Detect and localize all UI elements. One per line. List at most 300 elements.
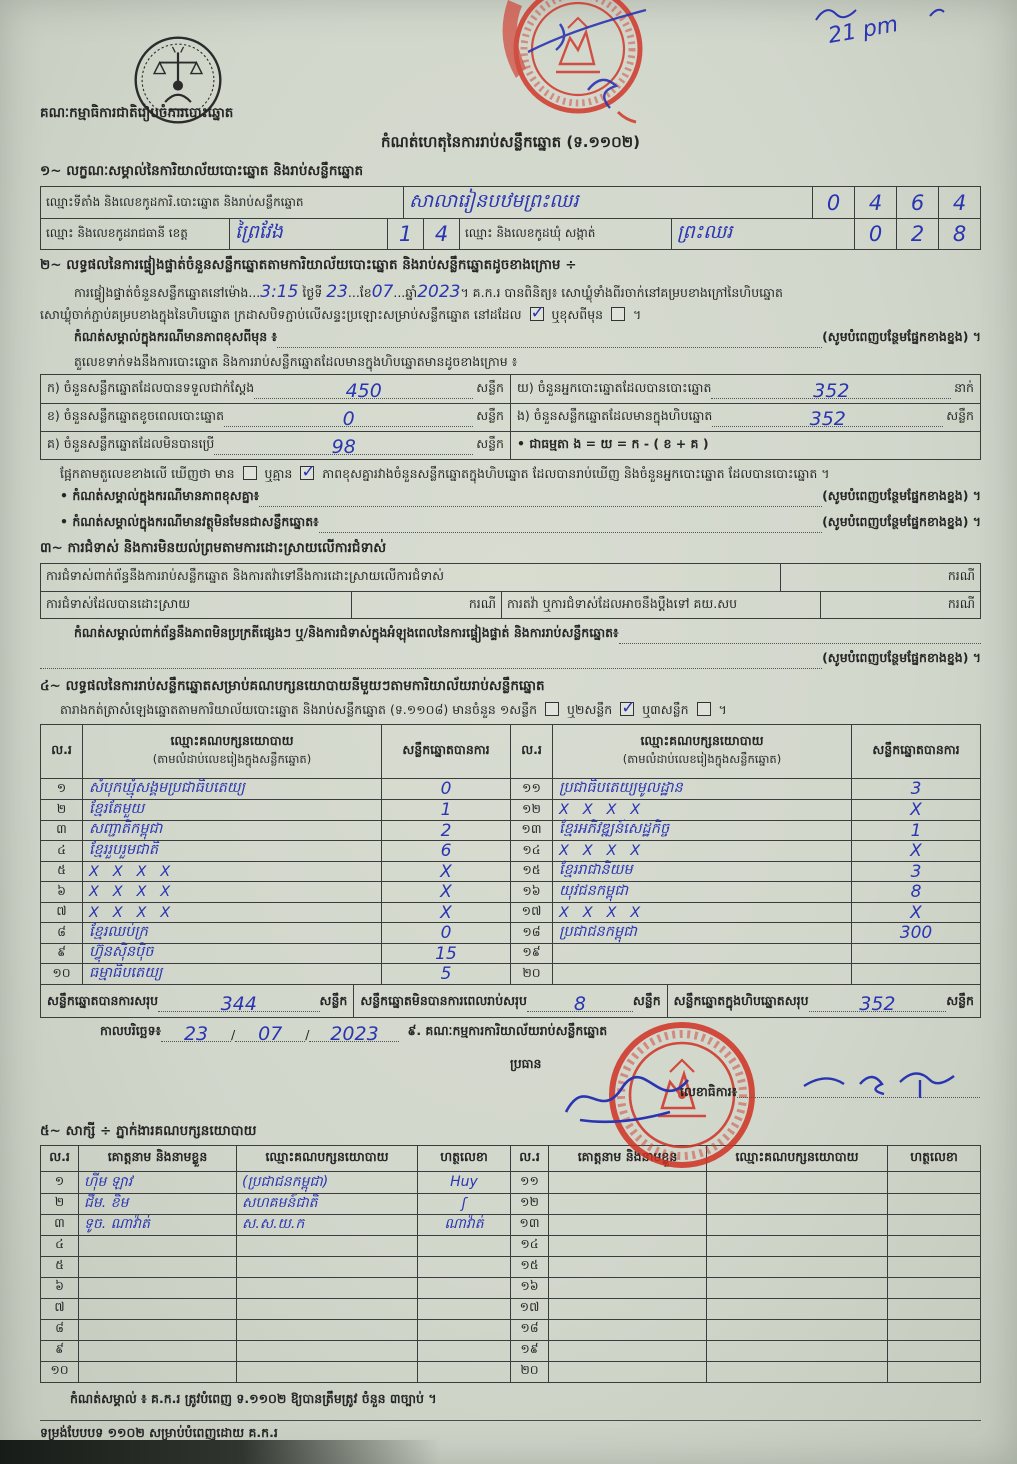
dotted-line — [214, 436, 473, 459]
footer-note: កំណត់សម្គាល់ ៖ គ.ក.រ ត្រូវបំពេញ ទ.១១០២ ឱ្យបានត្រឹមត្រូវ ចំនួន ៣ច្បាប់ ។ — [70, 1390, 437, 1406]
dotted-line — [619, 630, 981, 644]
para-text: ការផ្ទៀងផ្ទាត់ចំនួនសន្លឹកឆ្នោតនៅម៉ោង... — [74, 285, 261, 300]
para-text: ។ — [718, 702, 727, 718]
col-party-header: ឈ្មោះគណបក្សនយោបាយ — [707, 1146, 888, 1171]
witness-row — [41, 1214, 510, 1235]
note-label: • កំណត់សម្គាល់ក្នុងករណីមានវត្ថុមិនមែនជាសន្លឹកឆ្នោត៖ — [60, 514, 319, 530]
witness-row — [511, 1193, 980, 1214]
witness-row — [511, 1361, 980, 1382]
witness-row — [41, 1340, 510, 1361]
para-text: ឬខុសពីមុន — [551, 307, 604, 323]
unit-label: សន្លឹក — [476, 408, 504, 424]
count-label: យ) ចំនួនអ្នកបោះឆ្នោតដែលបានបោះឆ្នោត — [517, 380, 712, 396]
dotted-line — [259, 493, 822, 507]
dotted-line — [158, 992, 319, 1015]
party-row — [41, 861, 510, 882]
witness-number: ៧ — [41, 1299, 79, 1319]
party-number: ១ — [41, 779, 83, 800]
witness-row — [511, 1214, 980, 1235]
party-votes: 300 — [899, 923, 933, 944]
witness-party: (ប្រជាជនកម្ពុជា) — [242, 1173, 329, 1190]
para-text: ...ខែ — [347, 285, 372, 300]
form-header — [40, 6, 981, 156]
unit-label: សន្លឹក — [476, 436, 504, 452]
col-name-header: គោត្តនាម និងនាមខ្លួន — [79, 1146, 237, 1171]
witness-name: ហ៊ីម ឡាវ — [84, 1173, 133, 1190]
date-day-value: 23 — [183, 1022, 209, 1045]
dotted-line — [527, 992, 633, 1015]
witness-row — [41, 1361, 510, 1382]
witness-number: ១២ — [511, 1194, 549, 1214]
witness-row — [511, 1172, 980, 1193]
party-number: ៩ — [41, 944, 83, 964]
totals-bar — [40, 984, 981, 1018]
witness-rows-right — [511, 1172, 980, 1382]
unit-label: សន្លឹក — [946, 992, 974, 1008]
party-row — [511, 861, 980, 882]
witness-number: ៣ — [41, 1215, 79, 1235]
check-mark-icon: ✓ — [621, 698, 636, 719]
count-a-value: 450 — [345, 380, 382, 403]
party-row — [511, 963, 980, 984]
party-name: X X X X — [89, 863, 171, 880]
dotted-line — [809, 992, 947, 1015]
province-code-boxes — [387, 219, 459, 249]
resolved-label: ការជំទាស់ដែលបានដោះស្រាយ — [46, 595, 191, 611]
col-signature-header: ហត្ថលេខា — [910, 1148, 958, 1164]
party-votes: 6 — [440, 841, 452, 862]
para-text: ។ គ.ក.រ បានពិនិត្យ៖ សោឃ្លុំទាំងពីរចាក់នៅគម្របខាងក្រៅនៃហិបឆ្នោត — [460, 285, 783, 300]
dotted-line — [277, 334, 822, 348]
seal-different-checkbox — [611, 307, 625, 321]
two-sheet-checkbox — [620, 698, 636, 719]
witness-table — [40, 1145, 981, 1383]
witness-signature: ណាវ៉ាត់ — [444, 1216, 484, 1233]
note-label: កំណត់សម្គាល់ក្នុងករណីមានភាពខុសពីមុន ៖ — [74, 328, 278, 344]
check-mark-icon: ✓ — [530, 303, 545, 324]
dotted-line — [224, 408, 473, 431]
code-digit: 8 — [938, 219, 980, 249]
verification-day-value: 23 — [326, 282, 348, 302]
witness-row — [511, 1298, 980, 1319]
dotted-line — [161, 1022, 231, 1045]
party-rows-right — [511, 779, 980, 984]
section3-heading: ៣~ ការជំទាស់ និងការមិនយល់ព្រមតាមការដោះស្រាយលើការជំទាស់ — [40, 540, 387, 557]
page-title: កំណត់ហេតុនៃការរាប់សន្លឹកឆ្នោត (ទ.១១០២) — [380, 133, 640, 151]
code-digit: 4 — [423, 219, 459, 249]
para-text: ឬ៣សន្លឹក — [642, 702, 689, 718]
seal-status-line — [40, 305, 981, 324]
witness-number: ១៤ — [511, 1236, 549, 1256]
total-invalid-cell — [353, 985, 666, 1017]
col-votes-header: សន្លឹកឆ្នោតបានការ — [402, 741, 490, 757]
party-name: សំបុកឃ្មុំសង្គមប្រជាធិបតេយ្យ — [89, 779, 245, 796]
witness-row — [41, 1172, 510, 1193]
check-mark-icon: ✓ — [301, 462, 316, 483]
count-formula-row — [511, 431, 980, 459]
party-number: ១២ — [511, 800, 553, 820]
witness-number: ១៣ — [511, 1215, 549, 1235]
party-number: ១៨ — [511, 923, 553, 943]
party-number: ២០ — [511, 964, 553, 984]
witness-number: ១៥ — [511, 1257, 549, 1277]
party-row — [41, 943, 510, 964]
count-row-ng — [511, 403, 980, 431]
province-name-value: ព្រៃវែង — [229, 219, 387, 249]
party-number: ១៤ — [511, 841, 553, 861]
party-name: X X X X — [89, 884, 171, 901]
unit-label: សន្លឹក — [319, 992, 348, 1008]
code-digit: 6 — [896, 187, 938, 218]
section2-heading: ២~ លទ្ធផលនៃការផ្ទៀងផ្ទាត់ចំនួនសន្លឹកឆ្នោតតាមការិយាល័យបោះឆ្នោត និងរាប់សន្លឹកឆ្នោតដូចខាងក្រោម ÷ — [40, 257, 577, 273]
party-votes: X — [440, 882, 452, 903]
party-number: ៤ — [41, 841, 83, 861]
party-row — [41, 779, 510, 800]
party-votes: 8 — [910, 882, 922, 903]
witness-party: ស.ស.យ.ក — [242, 1216, 305, 1233]
party-votes: 1 — [910, 820, 922, 841]
objections-table — [40, 563, 981, 619]
col-votes-header: សន្លឹកឆ្នោតបានការ — [872, 741, 960, 757]
count-y-value: 352 — [813, 380, 850, 403]
dotted-line — [254, 380, 473, 403]
party-number: ១៩ — [511, 944, 553, 964]
witness-row — [511, 1340, 980, 1361]
party-name: X X X X — [559, 843, 641, 860]
secretary-signature — [800, 1064, 980, 1107]
party-votes: X — [910, 841, 922, 862]
witness-row — [511, 1277, 980, 1298]
col-party-subheader: (តាមលំដាប់លេខរៀងក្នុងសន្លឹកឆ្នោត) — [622, 752, 782, 767]
col-party-subheader: (តាមលំដាប់លេខរៀងក្នុងសន្លឹកឆ្នោត) — [152, 752, 312, 767]
party-row — [511, 799, 980, 820]
col-signature-header: ហត្ថលេខា — [440, 1148, 488, 1164]
note-suffix: (សូមបំពេញបន្ថែមផ្នែកខាងខ្នង) ។ — [822, 488, 981, 504]
witness-name: ទូច. ណាវ៉ាត់ — [84, 1216, 150, 1233]
total-inbox-value: 352 — [859, 992, 896, 1015]
station-code-boxes — [812, 187, 980, 218]
para-text: ...ឆ្នាំ — [393, 285, 418, 300]
party-number: ៣ — [41, 821, 83, 841]
committee-label: ៩. គណៈកម្មការការិយាល័យរាប់សន្លឹកឆ្នោត — [407, 1022, 608, 1038]
witness-number: ៤ — [41, 1236, 79, 1256]
section1-heading: ១~ លក្ខណៈសម្គាល់នៃការិយាល័យបោះឆ្នោត និងរាប់សន្លឹកឆ្នោត — [40, 163, 364, 179]
witness-row — [41, 1298, 510, 1319]
resolved-unit: ករណី — [351, 592, 501, 618]
para-text: ផ្អែកតាមតួលេខខាងលើ ឃើញថា មាន — [60, 466, 235, 482]
difference-yes-checkbox — [243, 466, 257, 480]
party-votes: X — [440, 902, 452, 923]
three-sheet-checkbox — [697, 702, 711, 716]
verification-paragraph — [40, 279, 981, 305]
witness-number: ១១ — [511, 1172, 549, 1193]
dotted-line — [319, 519, 822, 533]
witness-number: ៦ — [41, 1278, 79, 1298]
section4-heading: ៤~ លទ្ធផលនៃការរាប់សន្លឹកឆ្នោតសម្រាប់គណបក្សនយោបាយនីមួយៗតាមការិយាល័យរាប់សន្លឹកឆ្នោត — [40, 678, 545, 695]
difference-note-line — [40, 488, 981, 507]
party-row — [511, 840, 980, 861]
witness-number: ២០ — [511, 1362, 549, 1382]
party-votes: 0 — [440, 779, 452, 800]
code-digit: 4 — [854, 187, 896, 218]
total-invalid-label: សន្លឹកឆ្នោតមិនបានការពេលរាប់សរុប — [360, 992, 527, 1008]
org-name: គណៈកម្មាធិការជាតិរៀបចំការបោះឆ្នោត — [40, 105, 234, 121]
witness-row — [511, 1235, 980, 1256]
unit-label: សន្លឹក — [632, 992, 661, 1008]
party-votes: X — [440, 861, 452, 882]
party-votes: 3 — [910, 861, 922, 882]
formula-text: • ជាធម្មតា ង = យ = ក - ( ខ + គ ) — [517, 436, 709, 452]
party-votes: 0 — [440, 923, 452, 944]
note-suffix: (សូមបំពេញបន្ថែមផ្នែកខាងខ្នង) ។ — [822, 650, 981, 666]
para-text: ។ — [633, 307, 642, 323]
witness-name: ជីម. ខិម — [84, 1195, 129, 1212]
witness-row — [41, 1319, 510, 1340]
party-number: ៦ — [41, 882, 83, 902]
foreign-object-note-line — [40, 514, 981, 533]
secretary-label: លេខាធិការ៖ — [680, 1083, 738, 1099]
col-name-header: គោត្តនាម និងនាមខ្លួន — [549, 1146, 707, 1171]
witness-number: ៥ — [41, 1257, 79, 1277]
commune-code-boxes — [854, 219, 980, 249]
objection-row1-unit: ករណី — [780, 564, 980, 591]
signature-area — [40, 1042, 981, 1148]
commune-label: ឈ្មោះ និងលេខកូដឃុំ សង្កាត់ — [459, 219, 671, 249]
party-name: យុវជនកម្ពុជា — [559, 882, 629, 899]
divider — [40, 1420, 981, 1421]
col-no-header: ល.រ — [511, 725, 553, 778]
dotted-line — [712, 408, 943, 431]
total-valid-cell — [41, 985, 353, 1017]
party-row — [41, 922, 510, 943]
witness-table-header — [41, 1146, 510, 1172]
party-row — [41, 799, 510, 820]
party-row — [41, 840, 510, 861]
col-no-header: ល.រ — [41, 1146, 79, 1171]
party-row — [511, 820, 980, 841]
abnormality-note-line — [40, 329, 981, 348]
province-label: ឈ្មោះ និងលេខកូដរាជធានី ខេត្ត — [46, 226, 188, 240]
party-name: ខ្មែររួបរួមជាតិ — [89, 841, 159, 858]
party-number: ៨ — [41, 923, 83, 943]
red-stamp-icon — [468, 0, 668, 147]
ballot-count-table — [40, 374, 981, 460]
party-row — [511, 881, 980, 902]
party-votes: X — [910, 902, 922, 923]
date-line: កាលបរិច្ឆេទ៖ 23 / 07 / 2023 ៩. គណៈកម្មការការិយាល័យរាប់សន្លឹកឆ្នោត — [100, 1022, 608, 1045]
witness-party: សហគមន៍ជាតិ — [242, 1195, 318, 1212]
party-number: ២ — [41, 800, 83, 820]
party-number: ១១ — [511, 779, 553, 800]
date-year-value: 2023 — [330, 1022, 379, 1045]
code-digit: 2 — [896, 219, 938, 249]
count-label: គ) ចំនួនសន្លឹកឆ្នោតដែលមិនបានប្រើ — [47, 436, 215, 452]
station-label: ឈ្មោះទីតាំង និងលេខកូដការិ.បោះឆ្នោត និងរាប់សន្លឹកឆ្នោត — [46, 194, 304, 209]
seal-same-checkbox — [530, 303, 545, 324]
commune-name-value: ព្រះឈរ — [671, 219, 854, 249]
party-number: ១៦ — [511, 882, 553, 902]
party-name: សញ្ជាតិកម្ពុជា — [89, 821, 163, 838]
total-inbox-label: សន្លឹកឆ្នោតក្នុងហិបឆ្នោតសរុប — [673, 992, 809, 1008]
identification-table — [40, 186, 981, 250]
note-label: កំណត់សម្គាល់ពាក់ព័ន្ធនឹងភាពមិនប្រក្រតីផ្សេងៗ ឬ/និងការជំទាស់ក្នុងអំឡុងពេលនៃការផ្ទៀងផ្ទាត់ និងការរាប់សន្លឹកឆ្នោត៖ — [74, 625, 619, 641]
para-text: ថ្ងៃទី — [302, 285, 323, 300]
para-text: តារាងកត់ត្រាសំឡេងឆ្នោតតាមការិយាល័យបោះឆ្នោត និងរាប់សន្លឹកឆ្នោត (ទ.១១០៨) មានចំនួន ១សន្លឹក — [60, 702, 538, 718]
total-invalid-value: 8 — [573, 992, 586, 1015]
verification-month-value: 07 — [371, 282, 394, 302]
one-sheet-checkbox — [545, 702, 559, 716]
unit-label: សន្លឹក — [946, 408, 974, 424]
dotted-line — [40, 655, 822, 669]
comparison-line — [40, 464, 981, 483]
para-text: សោឃ្លុំចាក់ភ្ជាប់គម្របខាងក្នុងនៃហិបឆ្នោត ក្រដាសបិទភ្ជាប់លើសន្ទះប្រឡោះសម្រាប់សន្លឹកឆ្នោត នៅដដែល — [40, 307, 522, 323]
total-valid-label: សន្លឹកឆ្នោតបានការសរុប — [47, 992, 159, 1008]
count-row-a — [41, 375, 510, 403]
party-name: ហ៊្វុនស៊ិនប៉ិច — [89, 944, 154, 961]
witness-number: ១៨ — [511, 1320, 549, 1340]
party-name: ប្រជាធិបតេយ្យមូលដ្ឋាន — [559, 779, 683, 796]
witness-row — [41, 1235, 510, 1256]
appeal-label: ការតវ៉ា ឬការជំទាស់ដែលអាចនឹងប្តឹងទៅ គយ.សប — [501, 592, 820, 618]
count-row-c — [41, 431, 510, 459]
unit-label: នាក់ — [954, 380, 974, 396]
verification-time-value: 3:15 — [260, 282, 299, 302]
dotted-line — [711, 380, 951, 403]
date-month-value: 07 — [258, 1022, 283, 1045]
party-number: ១០ — [41, 964, 83, 984]
party-row — [511, 779, 980, 800]
witness-row — [41, 1193, 510, 1214]
witness-signature: Huy — [450, 1174, 478, 1191]
party-results-table — [40, 724, 981, 985]
witness-number: ១៩ — [511, 1341, 549, 1361]
party-row — [41, 963, 510, 984]
col-no-header: ល.រ — [41, 725, 83, 778]
sheet-count-line — [60, 700, 981, 719]
party-votes: X — [910, 800, 922, 821]
objection-row1-label: ការជំទាស់ពាក់ព័ន្ធនឹងការរាប់សន្លឹកឆ្នោត និងការតវ៉ាទៅនឹងការដោះស្រាយលើការជំទាស់ — [46, 568, 445, 584]
count-b-value: 0 — [342, 408, 355, 431]
note-label: • កំណត់សម្គាល់ក្នុងករណីមានភាពខុសគ្នា៖ — [60, 488, 260, 504]
witness-rows-left — [41, 1172, 510, 1382]
figures-intro: តួលេខទាក់ទងនឹងការបោះឆ្នោត និងការរាប់សន្លឹកឆ្នោតដែលមានក្នុងហិបឆ្នោតមានដូចខាងក្រោម ៖ — [74, 353, 518, 369]
party-votes: 1 — [440, 800, 452, 821]
party-votes: 2 — [440, 820, 452, 841]
witness-number: ១ — [41, 1172, 79, 1193]
date-label: កាលបរិច្ឆេទ៖ — [100, 1022, 162, 1038]
party-name: ធម្មាធិបតេយ្យ — [89, 964, 163, 981]
col-no-header: ល.រ — [511, 1146, 549, 1171]
station-name-value: សាលារៀនបឋមព្រះឈរ — [403, 187, 812, 218]
party-rows-left — [41, 779, 510, 984]
count-row-y — [511, 375, 980, 403]
note-suffix: (សូមបំពេញបន្ថែមផ្នែកខាងខ្នង) ។ — [822, 514, 981, 530]
party-name: ប្រជាជនកម្ពុជា — [559, 923, 637, 940]
party-number: ១៣ — [511, 821, 553, 841]
witness-signature: ʃ — [461, 1195, 467, 1212]
unit-label: សន្លឹក — [476, 380, 504, 396]
party-row — [41, 902, 510, 923]
party-name: X X X X — [559, 904, 641, 921]
total-inbox-cell — [667, 985, 980, 1017]
witness-number: ២ — [41, 1194, 79, 1214]
handwriting-scrawl-icon — [810, 2, 950, 31]
scan-edge-shadow — [0, 1440, 440, 1464]
form-footer: ទម្រង់បែបបទ ១១០២ សម្រាប់បំពេញដោយ គ.ក.រ — [40, 1424, 278, 1440]
difference-no-checkbox — [300, 462, 316, 483]
party-number: ១៧ — [511, 903, 553, 923]
party-name: ខ្មែរឈប់ក្រ — [89, 923, 148, 940]
witness-number: ៩ — [41, 1341, 79, 1361]
verification-year-value: 2023 — [417, 282, 461, 302]
para-text: ឬគ្មាន — [264, 466, 293, 482]
irregularity-note-line2 — [40, 650, 981, 669]
witness-number: ១៦ — [511, 1278, 549, 1298]
party-row — [41, 820, 510, 841]
witness-number: ១៧ — [511, 1299, 549, 1319]
party-votes: 15 — [435, 943, 457, 964]
count-label: ង) ចំនួនសន្លឹកឆ្នោតដែលមានក្នុងហិបឆ្នោត — [517, 408, 713, 424]
witness-row — [41, 1256, 510, 1277]
para-text: ឬ២សន្លឹក — [567, 702, 613, 718]
para-text: ភាពខុសគ្នារវាងចំនួនសន្លឹកឆ្នោតក្នុងហិបឆ្នោត ដែលបានរាប់ឃើញ និងចំនួនអ្នកបោះឆ្នោត ដែលបានបោះឆ្នោត ។ — [322, 466, 830, 482]
count-label: ខ) ចំនួនសន្លឹកឆ្នោតខូចពេលបោះឆ្នោត — [47, 408, 225, 424]
party-name: ខ្មែរអភិវឌ្ឍន៍សេដ្ឋកិច្ច — [559, 821, 670, 838]
party-name: ខ្មែរតែមួយ — [89, 800, 145, 817]
party-row — [511, 943, 980, 964]
count-label: ក) ចំនួនសន្លឹកឆ្នោតដែលបានទទួលជាក់ស្តែង — [47, 380, 255, 396]
code-digit: 1 — [387, 219, 423, 249]
party-votes: 3 — [910, 779, 922, 800]
party-table-header — [511, 725, 980, 779]
count-c-value: 98 — [331, 436, 356, 459]
col-party-header: ឈ្មោះគណបក្សនយោបាយ — [640, 733, 764, 749]
party-votes: 5 — [440, 964, 452, 985]
col-party-header: ឈ្មោះគណបក្សនយោបាយ — [237, 1146, 418, 1171]
party-table-header — [41, 725, 510, 779]
party-row — [511, 922, 980, 943]
witness-number: ១០ — [41, 1362, 79, 1382]
witness-row — [511, 1256, 980, 1277]
code-digit: 0 — [812, 187, 854, 218]
col-party-header: ឈ្មោះគណបក្សនយោបាយ — [170, 733, 294, 749]
handwritten-time-note: 21 pm — [826, 12, 901, 49]
witness-row — [511, 1319, 980, 1340]
party-name: X X X X — [89, 904, 171, 921]
party-name: ខ្មែររាជានិយម — [559, 862, 633, 879]
section5-heading: ៥~ សាក្សី ÷ ភ្នាក់ងារគណបក្សនយោបាយ — [40, 1122, 257, 1139]
dotted-line — [235, 1022, 305, 1045]
count-row-b — [41, 403, 510, 431]
party-number: ៥ — [41, 862, 83, 882]
witness-row — [41, 1277, 510, 1298]
party-row — [511, 902, 980, 923]
party-number: ១៥ — [511, 862, 553, 882]
count-ng-value: 352 — [809, 408, 846, 431]
party-row — [41, 881, 510, 902]
total-valid-value: 344 — [220, 992, 257, 1015]
irregularity-note-line — [40, 625, 981, 644]
party-number: ៧ — [41, 903, 83, 923]
appeal-unit: ករណី — [820, 592, 980, 618]
witness-number: ៨ — [41, 1320, 79, 1340]
dotted-line — [309, 1022, 399, 1045]
code-digit: 4 — [938, 187, 980, 218]
note-suffix: (សូមបំពេញបន្ថែមផ្នែកខាងខ្នង) ។ — [822, 328, 981, 344]
chairman-label: ប្រធាន — [510, 1055, 542, 1071]
code-digit: 0 — [854, 219, 896, 249]
party-name: X X X X — [559, 802, 641, 819]
